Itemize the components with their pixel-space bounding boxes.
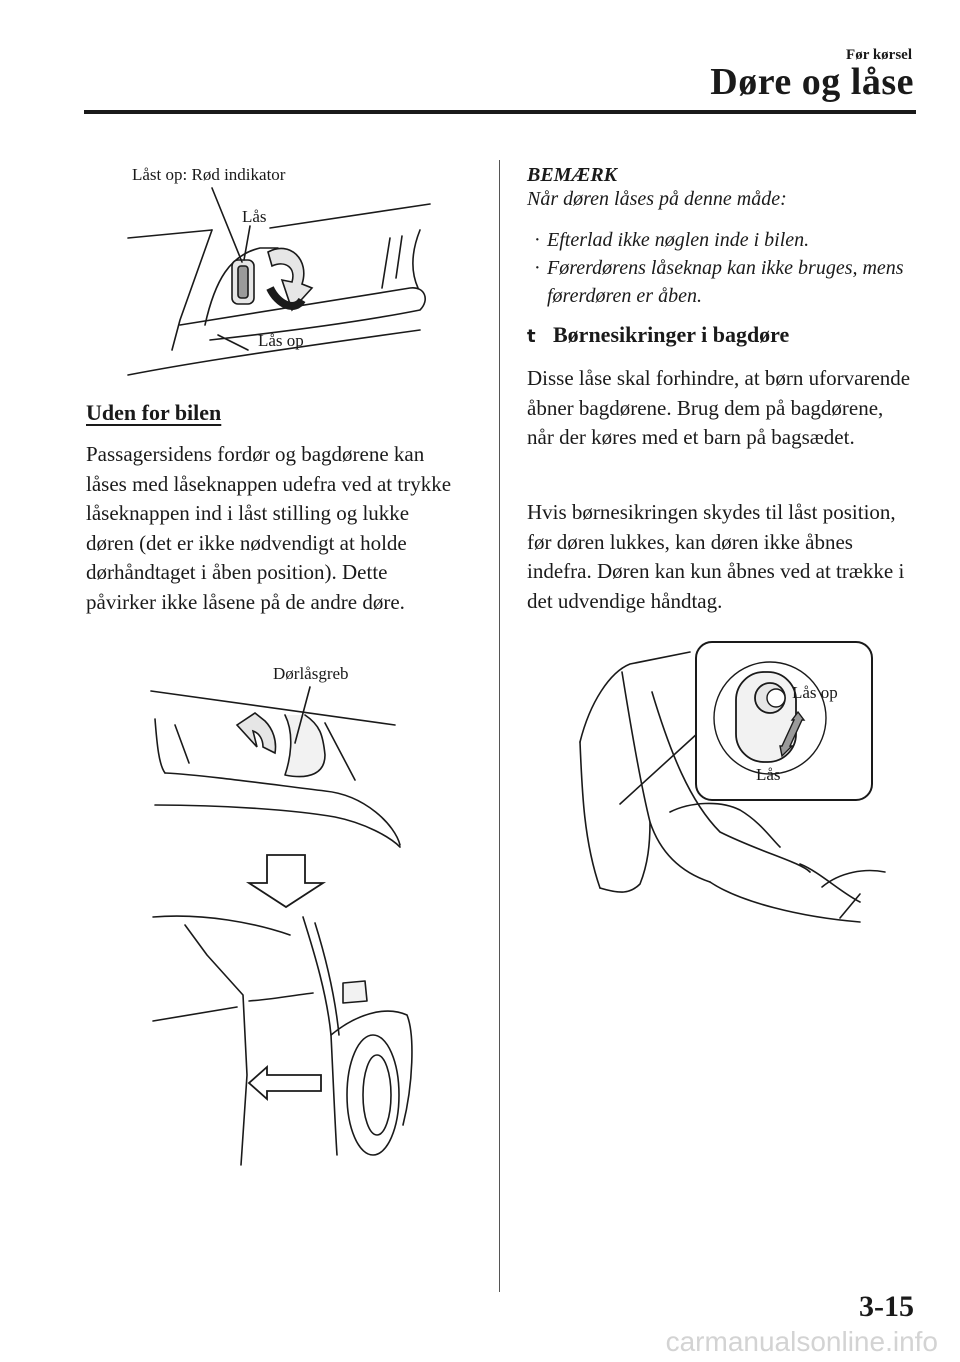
outside-heading: Uden for bilen: [86, 400, 222, 425]
pillar-line: [325, 723, 355, 780]
outside-paragraph: Passagersidens fordør og bagdørene kan låses med låseknappen udefra ved at trykke låseknappen ind i låst stilling og lukke døren (det er ikke nødvendigt at holde dørhåndtaget i åben position). Dette påvirker ikke låsene på de andre døre.: [86, 442, 452, 614]
list-item: · Førerdørens låseknap kan ikke bruges, mens førerdøren er åben.: [527, 254, 917, 310]
seat-line: [670, 803, 780, 847]
lever-label: Dørlåsgreb: [273, 664, 349, 683]
lock-label: Lås: [242, 207, 267, 226]
knob-face: [767, 689, 785, 707]
child-lock-paragraph-1: Disse låse skal forhindre, at børn uforvarende åbner bagdørene. Brug dem på bagdørene, når der køres med et barn på bagsædet.: [527, 366, 911, 449]
mirror: [343, 981, 367, 1003]
sill-line: [155, 805, 400, 847]
pillar-edge: [172, 230, 212, 350]
door-lever: [285, 715, 325, 777]
red-indicator: [238, 266, 248, 298]
indicator-label: Låst op: Rød indikator: [132, 165, 286, 184]
push-arrow: [249, 1067, 321, 1099]
note-title: BEMÆRK: [527, 164, 618, 186]
child-lock-figure: [560, 632, 890, 927]
glass-edge: [413, 230, 420, 288]
body-line: [153, 1007, 237, 1021]
door-lever-figure: [145, 655, 420, 1175]
door-bottom: [600, 822, 650, 892]
roof-line: [153, 916, 290, 935]
lock-leader: [244, 226, 250, 260]
child-lock-heading: t Børnesikringer i bagdøre: [527, 322, 790, 347]
unlock-label: Lås op: [258, 331, 304, 350]
lift-arrow: [237, 713, 276, 753]
glass-mark: [382, 238, 390, 288]
page-number: 3-15: [859, 1290, 914, 1323]
glass-curve: [155, 719, 165, 773]
lock-knob-figure: [120, 160, 440, 390]
trim-line: [165, 773, 400, 845]
column-divider: [499, 160, 500, 1292]
glass-mark: [396, 236, 402, 278]
open-door-edge: [303, 917, 337, 1155]
section-marker: t: [527, 326, 536, 347]
arch-mark: [840, 894, 860, 918]
bullet: ·: [534, 257, 541, 279]
door-top: [580, 652, 690, 742]
glass-mark: [175, 725, 189, 763]
note-list: [527, 226, 917, 310]
floor-line: [800, 864, 860, 902]
unlock-label: Lås op: [792, 683, 838, 702]
page-title: Døre og låse: [710, 61, 914, 103]
watermark: carmanualsonline.info: [665, 1326, 938, 1357]
door-frame: [185, 925, 247, 1165]
indicator-leader: [212, 188, 242, 262]
roof-line: [270, 204, 430, 228]
header-rule: [84, 110, 916, 114]
open-door-inner: [315, 923, 339, 1035]
window-line: [128, 230, 212, 238]
door-front: [580, 742, 600, 888]
note-intro: Når døren låses på denne måde:: [527, 188, 787, 210]
fender: [331, 1011, 412, 1125]
lock-label: Lås: [756, 765, 781, 784]
section-label: Før kørsel: [846, 47, 912, 63]
down-arrow-icon: [249, 855, 323, 907]
wheel-hub: [363, 1055, 391, 1135]
interior-line: [249, 993, 313, 1001]
wheel-arch: [822, 871, 885, 887]
bullet: ·: [534, 229, 541, 251]
list-item: · Efterlad ikke nøglen inde i bilen.: [527, 226, 917, 254]
window-top: [151, 691, 395, 725]
child-lock-paragraph-2: Hvis børnesikringen skydes til låst position, før døren lukkes, kan døren ikke åbnes indefra. Døren kan kun åbnes ved at trække i det udvendige håndtag.: [527, 500, 905, 613]
